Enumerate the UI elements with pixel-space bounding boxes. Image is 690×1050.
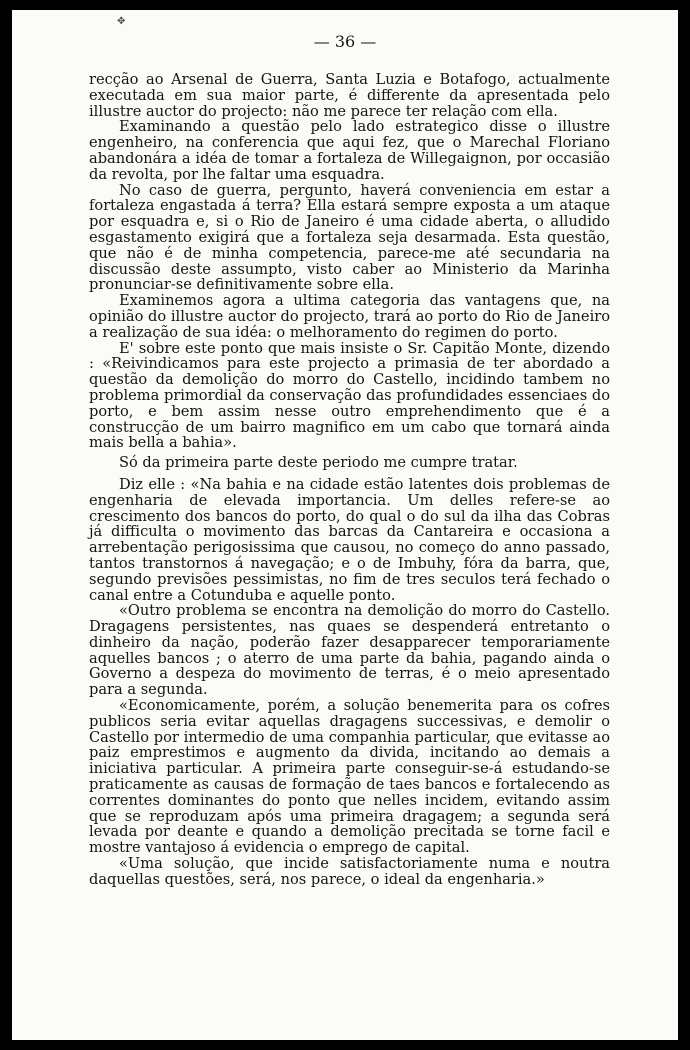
paragraph: E' sobre este ponto que mais insiste o Sr. Capitão Monte, dizendo : «Reivindicamos para este projecto a primasia de ter abordado a questão da demolição do morro do Castello, incidindo tambem no problema primordial da conservação das profundidades essenciaes do porto, e bem assim nesse outro emprehendimento que é a construcção de um bairro magnifico em um cabo que tornará ainda mais bella a bahia».: [89, 339, 610, 452]
paragraph: Examinemos agora a ultima categoria das vantagens que, na opinião do illustre auctor do projecto, trará ao porto do Rio de Janeiro a realização de sua idéa: o melhoramento do regimen do porto.: [89, 292, 610, 341]
paragraph: «Outro problema se encontra na demolição do morro do Castello. Dragagens persistentes, nas quaes se despenderá entretanto o dinheiro da nação, poderão fazer desapparecer temporariamente aquelles bancos ; o aterro de uma parte da bahia, pagando ainda o Governo a despeza do movimento de terras, é o meio apresentado para a segunda.: [89, 602, 610, 699]
paragraph: No caso de guerra, pergunto, haverá conveniencia em estar a fortaleza engastada á terra? Ella estará sempre exposta a um ataque por esquadra e, si o Rio de Janeiro é uma cidade aberta, o alludido esgastamento exigirá que a fortaleza seja desarmada. Esta questão, que não é de minha competencia, parece-me até secundaria na discussão deste assumpto, visto caber ao Ministerio da Marinha pronunciar-se definitivamente sobre ella.: [89, 181, 610, 294]
paragraph: Só da primeira parte deste periodo me cumpre tratar.: [119, 454, 518, 472]
paragraph: «Economicamente, porém, a solução benemerita para os cofres publicos seria evitar aquellas dragagens successivas, e demolir o Castello por intermedio de uma companhia particular, que evitasse ao paiz emprestimos e augmento da divida, incitando ao demais a iniciativa particular. A primeira parte conseguir-se-á estudando-se praticamente as causas de formação de taes bancos e fortalecendo as correntes dominantes do ponto que nelles incidem, evitando assim que se reproduzam após uma primeira dragagem; a segunda será levada por deante e quando a demolição precitada se torne facil e mostre vantajoso á evidencia o emprego de capital.: [89, 697, 610, 857]
paragraph: Examinando a questão pelo lado estrategico disse o illustre engenheiro, na conferencia que aqui fez, que o Marechal Floriano abandonára a idéa de tomar a fortaleza de Willegaignon, por occasião da revolta, por lhe faltar uma esquadra.: [89, 118, 610, 183]
page-number: — 36 —: [313, 32, 377, 51]
body-text: [89, 72, 610, 888]
book-page: [12, 10, 678, 1040]
paragraph: recção ao Arsenal de Guerra, Santa Luzia e Botafogo, actualmente executada em sua maior parte, é differente da apresentada pelo illustre auctor do projecto: não me parece ter relação com ella.: [89, 71, 610, 120]
paragraph: Diz elle : «Na bahia e na cidade estão latentes dois problemas de engenharia de elevada importancia. Um delles refere-se ao crescimento dos bancos do porto, do qual o do sul da ilha das Cobras já difficulta o movimento das barcas da Cantareira e occasiona a arrebentação perigosissima que causou, no começo do anno passado, tantos transtornos á navegação; e o de Imbuhy, fóra da barra, que, segundo previsões pessimistas, no fim de tres seculos terá fechado o canal entre a Cotunduba e aquelle ponto.: [89, 475, 610, 604]
margin-mark: ✥: [117, 16, 126, 27]
paragraph: «Uma solução, que incide satisfactoriamente numa e noutra daquellas questões, será, nos parece, o ideal da engenharia.»: [89, 855, 610, 888]
